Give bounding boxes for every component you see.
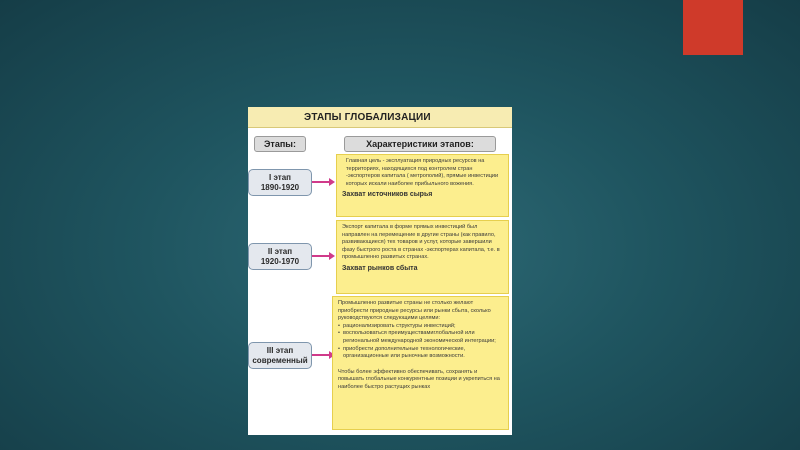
spacer [338, 361, 503, 369]
stage-3-goals-list [338, 323, 503, 361]
title-bar [248, 107, 512, 128]
stage-1-description-box [336, 154, 509, 217]
stage-1-summary: Захват источников сырья [342, 191, 433, 199]
stages-header: Этапы: [254, 136, 306, 152]
stage-2-name: II этап [267, 246, 293, 256]
stage-3-goal: • рационализировать структуры инвестиций; [338, 323, 503, 331]
stage-3-arrow [312, 354, 330, 356]
stage-1-period: 1890-1920 [260, 182, 300, 192]
stage-3-goal: • воспользоваться преимуществамиглобальной или региональной международной экономической интеграции; [338, 330, 503, 345]
stage-3-name: III этап [266, 345, 294, 355]
stage-2-box [248, 243, 312, 270]
corner-accent [683, 0, 743, 55]
slide [248, 107, 512, 435]
stage-3-goal: • приобрести дополнительные технологические, организационные или рыночные возможности. [338, 346, 503, 361]
stage-3-intro: Промышленно развитые страны не столько желают приобрести природные ресурсы или рынки сбыта, сколько руководствуются следующими целями: [338, 300, 491, 322]
stage-3-closing: Чтобы более эффективно обеспечивать, сохранять и повышать глобальные конкурентные позиции и укрепиться на наиболее быстро растущих рынках [338, 368, 500, 390]
slide-title: ЭТАПЫ ГЛОБАЛИЗАЦИИ [304, 112, 431, 123]
stage-1-name: I этап [269, 172, 291, 182]
stage-2-arrow [312, 255, 330, 257]
stage-3-period: современный [252, 355, 308, 365]
stage-3-description-box [332, 296, 509, 430]
stage-2-period: 1920-1970 [260, 256, 300, 266]
stage-2-summary: Захват рынков сбыта [342, 264, 418, 272]
stage-1-description: Главная цель - эксплуатация природных ресурсов на территориях, находящихся под контролем стран -экспортеров капитала ( метрополий), прямые инвестиции которых искали наиболее прибыльного вожения. [346, 158, 499, 187]
stage-1-box [248, 169, 312, 196]
characteristics-header: Характеристики этапов: [344, 136, 496, 152]
stage-3-box [248, 342, 312, 369]
stage-2-description-box [336, 220, 509, 294]
stage-1-arrow [312, 181, 330, 183]
stage-2-description: Экспорт капитала в форме прямых инвестиций был направлен на перемещение в другие страны (как правило, развивающиеся) тех товаров и услуг, которые завершили фазу быстрого роста в странах -экспортерах капитала, т.е. в промышленно развитых странах. [342, 224, 500, 261]
